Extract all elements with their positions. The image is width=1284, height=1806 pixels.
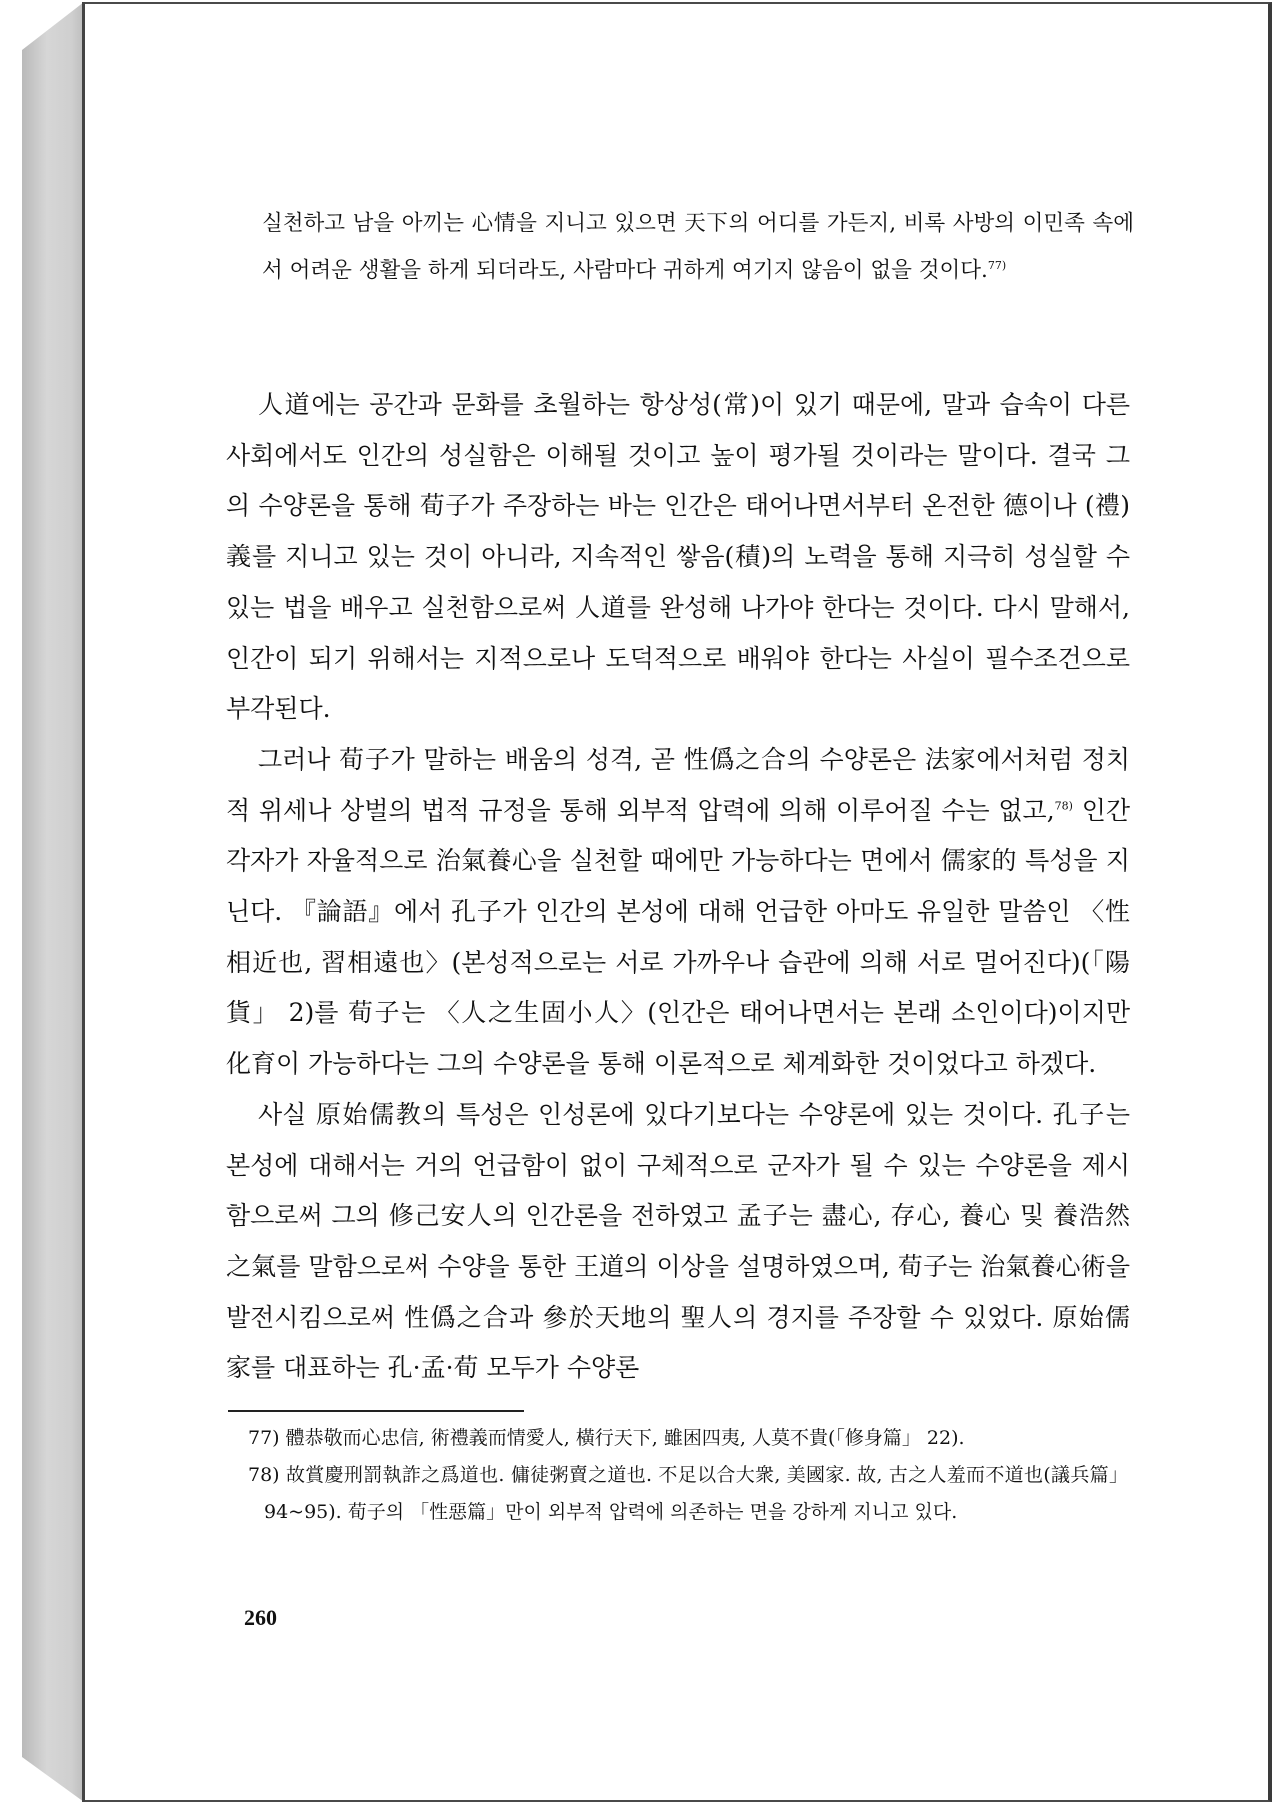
footnotes xyxy=(248,1420,1128,1531)
footnote-divider xyxy=(228,1410,524,1412)
footnote-ref-78[interactable]: 78) xyxy=(1054,799,1073,813)
footnote-number: 78) xyxy=(248,1464,280,1486)
book-spine xyxy=(22,2,84,1802)
footnote-78 xyxy=(248,1457,1128,1531)
footnote-number: 77) xyxy=(248,1427,280,1449)
paragraph-1: 人道에는 공간과 문화를 초월하는 항상성(常)이 있기 때문에, 말과 습속이 다른 사회에서도 인간의 성실함은 이해될 것이고 높이 평가될 것이라는 말이다. 결국 그의 수양론을 통해 荀子가 주장하는 바는 인간은 태어나면서부터 온전한 德이나 (禮)義를 지니고 있는 것이 아니라, 지속적인 쌓음(積)의 노력을 통해 지극히 성실할 수 있는 법을 배우고 실천함으로써 人道를 완성해 나가야 한다는 것이다. 다시 말해서, 인간이 되기 위해서는 지적으로나 도덕적으로 배워야 한다는 사실이 필수조건으로 부각된다. xyxy=(226,390,1130,724)
footnote-77 xyxy=(248,1420,1128,1457)
quote-text: 실천하고 남을 아끼는 心情을 지니고 있으면 天下의 어디를 가든지, 비록 사방의 이민족 속에서 어려운 생활을 하게 되더라도, 사람마다 귀하게 여기지 않음이 없을 것이다. xyxy=(262,211,1134,283)
paragraph-2-part-b: 인간 각자가 자율적으로 治氣養心을 실천할 때에만 가능하다는 면에서 儒家的 특성을 지닌다. 『論語』에서 孔子가 인간의 본성에 대해 언급한 아마도 유일한 말씀인 〈性相近也, 習相遠也〉(본성적으로는 서로 가까우나 습관에 의해 서로 멀어진다)(「陽貨」 2)를 荀子는 〈人之生固小人〉(인간은 태어나면서는 본래 소인이다)이지만 化育이 가능하다는 그의 수양론을 통해 이론적으로 체계화한 것이었다고 하겠다. xyxy=(226,795,1130,1079)
block-quote xyxy=(262,200,1134,294)
paragraph-2-part-a: 그러나 荀子가 말하는 배움의 성격, 곧 性僞之合의 수양론은 法家에서처럼 정치적 위세나 상벌의 법적 규정을 통해 외부적 압력에 의해 이루어질 수는 없고, xyxy=(226,744,1130,825)
footnote-text: 故賞慶刑罰執詐之爲道也. 傭徒粥賣之道也. 不足以合大衆, 美國家. 故, 古之人羞而不道也(議兵篇」 94~95). 荀子의 「性惡篇」만이 외부적 압력에 의존하는 면을 강하게 지니고 있다. xyxy=(264,1464,1128,1523)
paragraph-3: 사실 原始儒教의 특성은 인성론에 있다기보다는 수양론에 있는 것이다. 孔子는 본성에 대해서는 거의 언급함이 없이 구체적으로 군자가 될 수 있는 수양론을 제시함으로써 그의 修己安人의 인간론을 전하였고 孟子는 盡心, 存心, 養心 및 養浩然之氣를 말함으로써 수양을 통한 王道의 이상을 설명하였으며, 荀子는 治氣養心術을 발전시킴으로써 性僞之合과 參於天地의 聖人의 경지를 주장할 수 있었다. 原始儒家를 대표하는 孔·孟·荀 모두가 수양론 xyxy=(226,1099,1130,1383)
page-number: 260 xyxy=(244,1605,277,1630)
body-text xyxy=(226,380,1130,1394)
footnote-text: 體恭敬而心忠信, 術禮義而情愛人, 橫行天下, 雖困四夷, 人莫不貴(「修身篇」 22). xyxy=(285,1427,965,1449)
spine-edge xyxy=(82,2,85,1802)
footnote-ref-77[interactable]: 77) xyxy=(987,258,1007,272)
paragraph-2 xyxy=(226,735,1130,1090)
quote-paragraph xyxy=(262,200,1134,294)
